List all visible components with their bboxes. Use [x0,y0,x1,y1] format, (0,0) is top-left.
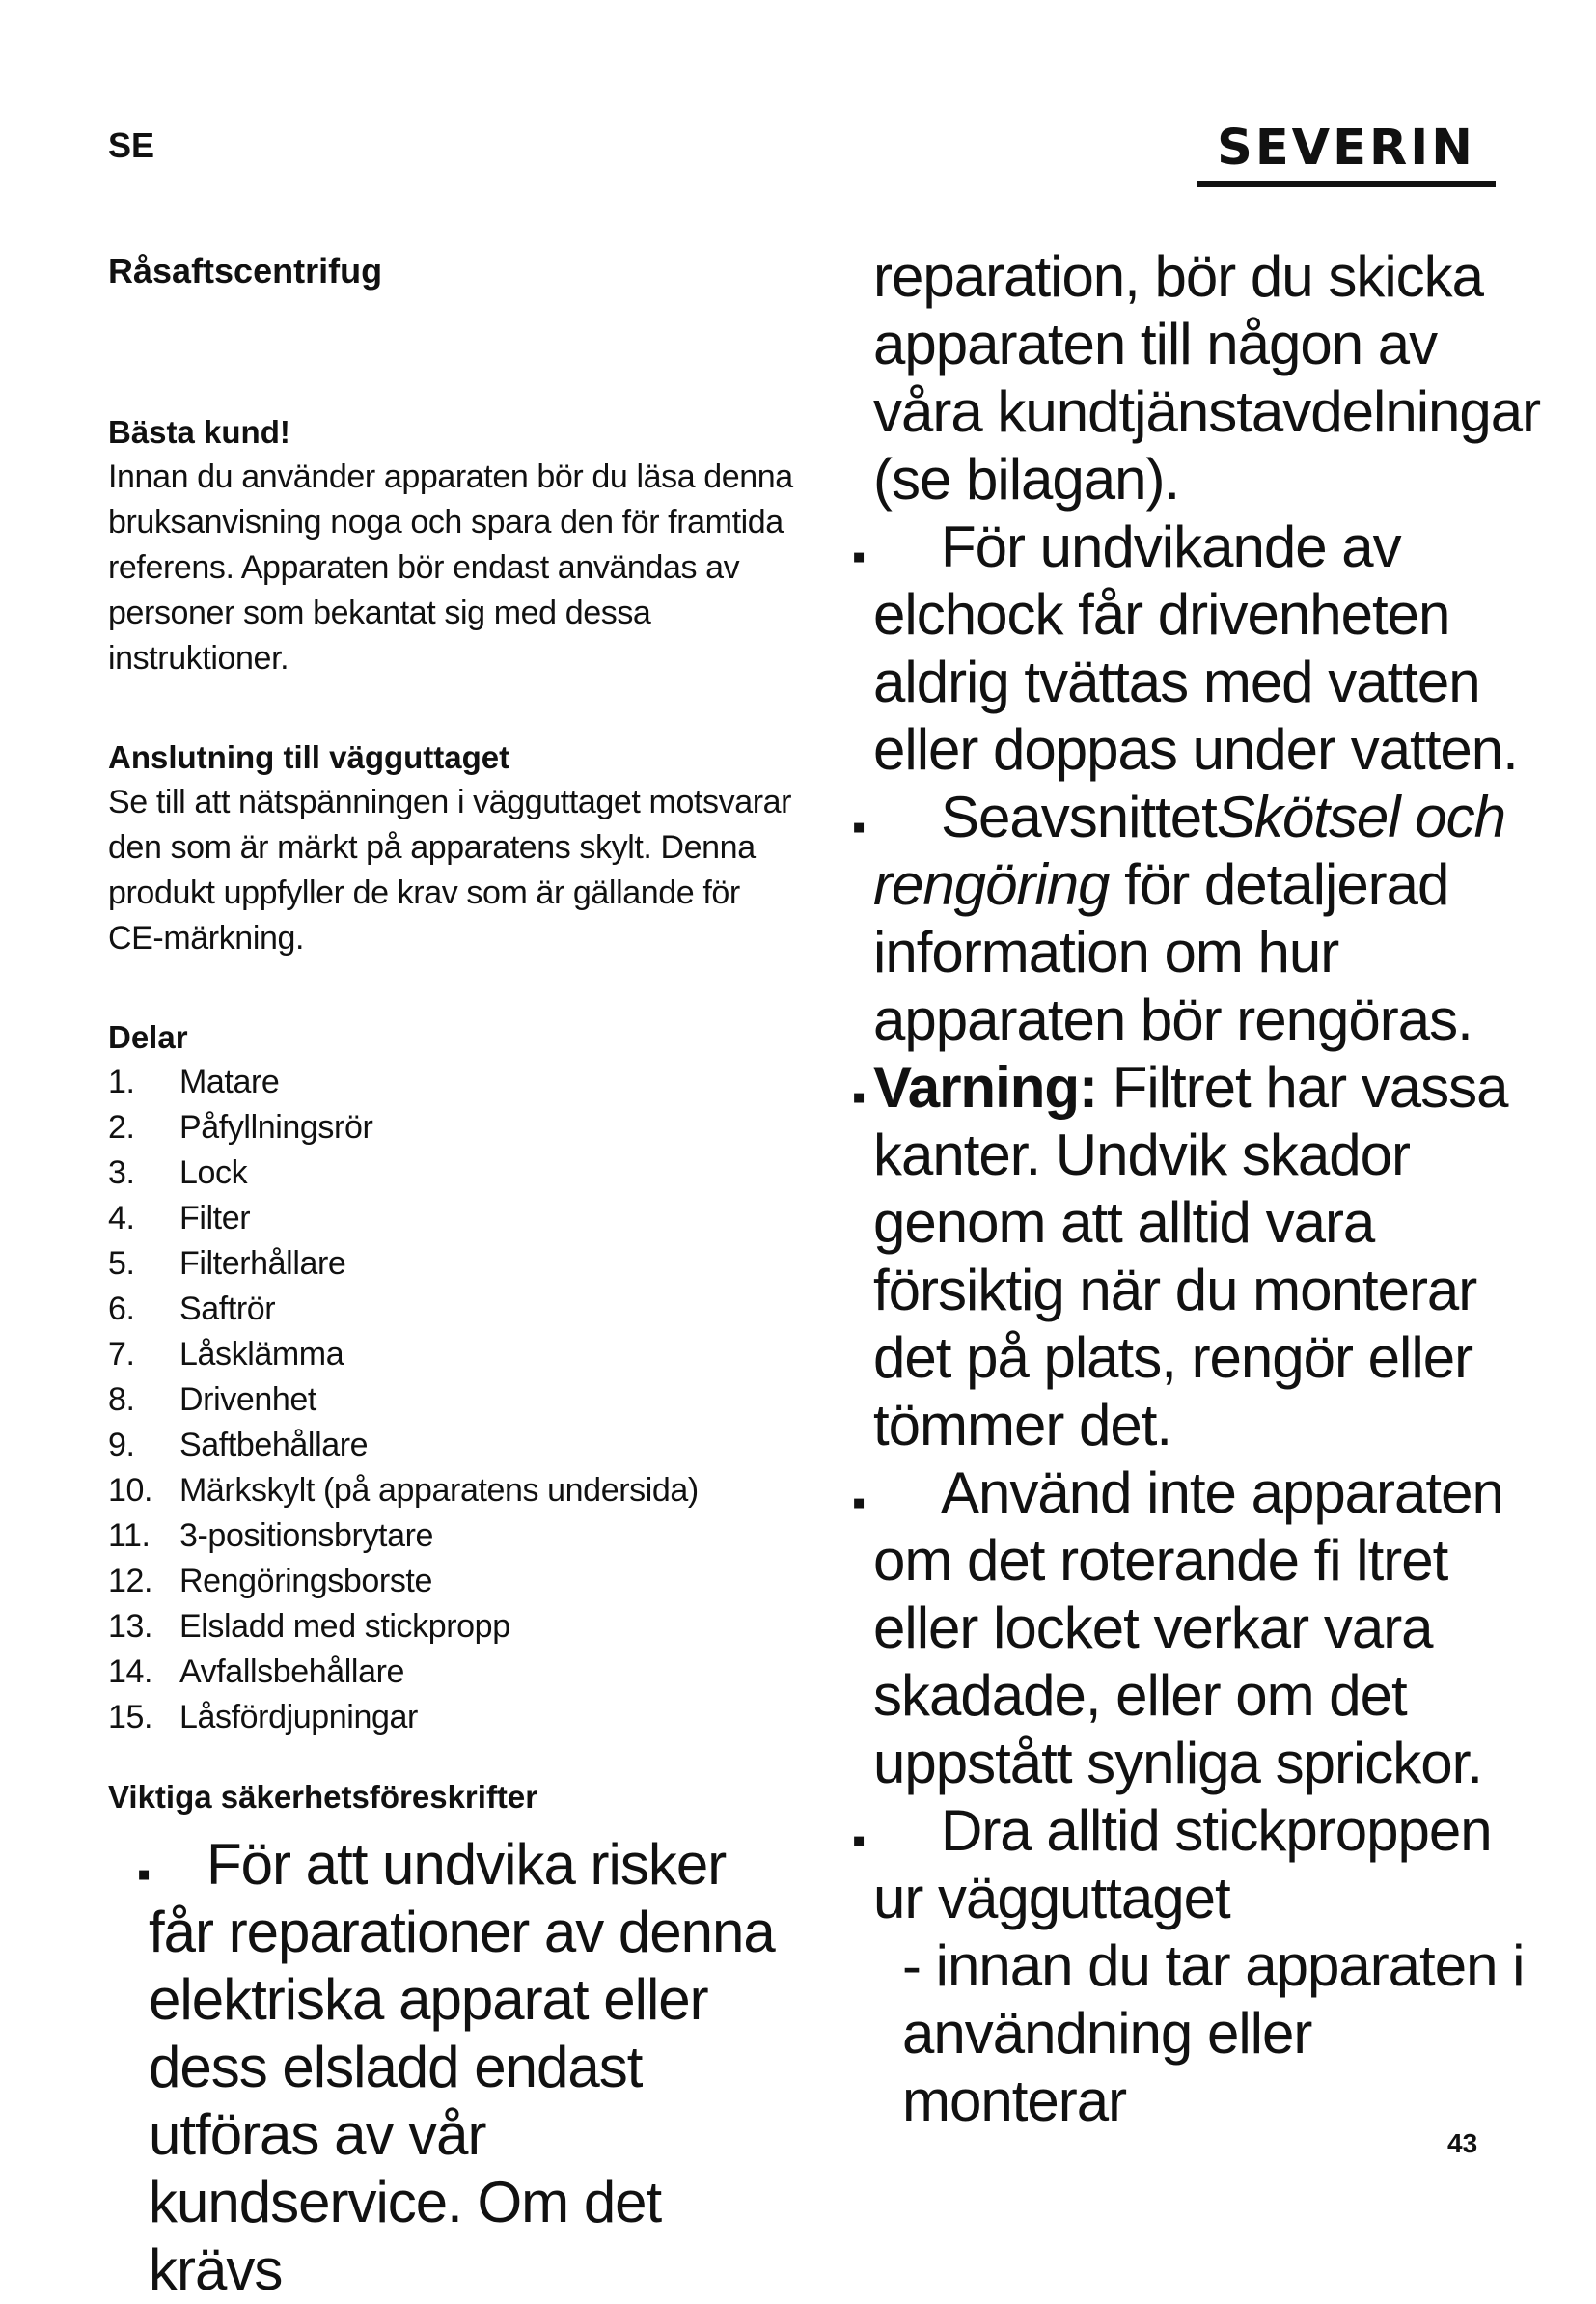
safety-item-text: reparation, bör du skicka apparaten till någon av våra kundtjänstavdelningar (se bilagan). [873,244,1541,512]
list-item [108,1559,803,1604]
safety-list-right [852,243,1549,2135]
part-number: 9. [108,1427,135,1463]
part-name: Avfallsbehållare [179,1653,405,1690]
intro-text: Innan du använder apparaten bör du läsa denna bruksanvisning noga och spara den för framtida referens. Apparaten bör endast användas av personer som bekantat sig med dessa instruktioner. [108,458,793,677]
bullet-icon: ▪ [852,1819,866,1862]
part-name: Elsladd med stickpropp [179,1608,510,1645]
logo-underline [1197,181,1496,187]
list-item [108,1695,803,1740]
part-name: Saftrör [179,1291,276,1327]
part-name: Filter [179,1200,251,1236]
part-name: Lock [179,1154,248,1191]
safety-item-text: För att undvika risker får reparationer av denna elektriska apparat eller dess elsladd endast utföras av vår kundservice. Om det krävs [149,1832,775,2302]
parts-list [108,1060,803,1740]
part-number: 11. [108,1517,151,1554]
list-item [108,1060,803,1105]
language-code: SE [108,125,155,165]
section-reference: Skötsel och rengöring [873,785,1506,917]
list-item [108,1650,803,1695]
safety-item-text: för detaljerad information om hur apparaten bör rengöras. [873,852,1472,1052]
safety-list-left [108,1831,803,2304]
bullet-icon: ▪ [852,536,866,578]
list-item [108,1468,803,1513]
list-item [108,1831,803,2304]
list-item [108,1513,803,1559]
left-column [108,249,803,2304]
list-item [852,1797,1549,2135]
document-title: Råsaftscentrifug [108,251,383,291]
safety-heading: Viktiga säkerhetsföreskrifter [108,1779,538,1815]
safety-sub-item: - innan du tar apparaten i användning eller monterar [902,1933,1525,2133]
list-item [108,1604,803,1650]
right-column [852,243,1549,2135]
bullet-icon: ▪ [852,1482,866,1524]
part-name: Saftbehållare [179,1427,369,1463]
part-name: Drivenhet [179,1381,316,1418]
safety-item-text: Seavsnittet [941,785,1217,849]
part-name: Påfyllningsrör [179,1109,373,1146]
part-name: 3-positionsbrytare [179,1517,434,1554]
part-number: 7. [108,1336,135,1373]
list-item [108,1151,803,1196]
list-item [852,1054,1549,1459]
list-item [108,1241,803,1287]
part-name: Matare [179,1064,280,1100]
safety-item-text: För undvikande av elchock får drivenheten aldrig tvättas med vatten eller doppas under vatten. [873,514,1518,782]
part-name: Filterhållare [179,1245,346,1282]
part-number: 3. [108,1154,135,1191]
parts-heading: Delar [108,1019,188,1055]
part-number: 14. [108,1653,153,1690]
list-item [108,1105,803,1151]
bullet-icon: ▪ [852,1076,866,1119]
list-item [108,1196,803,1241]
list-item [108,1287,803,1332]
page-number: 43 [1447,2128,1478,2158]
part-number: 2. [108,1109,135,1146]
safety-item-text: Dra alltid stickproppen ur vägguttaget [873,1798,1492,1930]
bullet-icon: ▪ [852,806,866,848]
brand-logo: SEVERIN [1217,120,1475,177]
bullet-icon: ▪ [137,1853,151,1896]
list-item [852,784,1549,1054]
part-name: Låsklämma [179,1336,344,1373]
list-item [108,1377,803,1423]
part-name: Märkskylt (på apparatens undersida) [179,1472,699,1509]
list-item-continued [873,243,1549,514]
part-number: 1. [108,1064,135,1100]
connection-heading: Anslutning till vägguttaget [108,739,510,775]
part-number: 12. [108,1563,153,1599]
warning-label: Varning: [873,1055,1098,1120]
list-item [852,1459,1549,1797]
part-name: Rengöringsborste [179,1563,432,1599]
part-number: 8. [108,1381,135,1418]
part-number: 13. [108,1608,153,1645]
part-number: 6. [108,1291,135,1327]
part-number: 10. [108,1472,153,1509]
part-number: 4. [108,1200,135,1236]
part-number: 15. [108,1699,153,1735]
safety-item-text: Använd inte apparaten om det roterande fi ltret eller locket verkar vara skadade, eller om det uppstått synliga sprickor. [873,1460,1503,1795]
list-item [852,514,1549,784]
safety-item-text: Filtret har vassa kanter. Undvik skador genom att alltid vara försiktig när du monterar det på plats, rengör eller tömmer det. [873,1055,1508,1457]
list-item [108,1423,803,1468]
part-name: Låsfördjupningar [179,1699,418,1735]
connection-text: Se till att nätspänningen i vägguttaget motsvarar den som är märkt på apparatens skylt. Denna produkt uppfyller de krav som är gällande för CE-märkning. [108,784,792,957]
list-item [108,1332,803,1377]
part-number: 5. [108,1245,135,1282]
intro-heading: Bästa kund! [108,414,290,450]
